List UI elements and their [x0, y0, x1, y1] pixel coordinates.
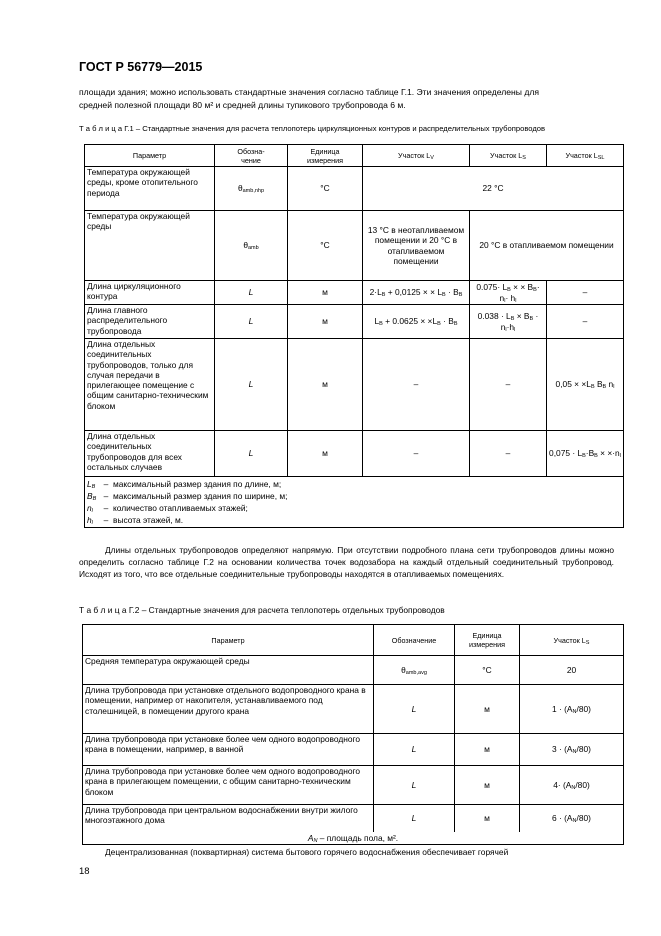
- symbol-cell: L: [215, 339, 288, 431]
- merged-value-cell: 22 °C: [363, 167, 624, 211]
- unit-cell: °C: [288, 211, 363, 281]
- ls-cell: $6 \cdot (A_N/80)$: [520, 805, 624, 832]
- param-cell: Длина трубопровода при установке более чем одного водопроводного крана в прилегающем помещении, с общим санитарно-техническим блоком: [83, 766, 374, 805]
- table-row: [83, 656, 624, 685]
- note-item: $h_l$ – высота этажей, м.: [87, 515, 184, 526]
- symbol-cell: $\theta_{amb,nhp}$: [215, 167, 288, 211]
- note-item: $B_B$ – максимальный размер здания по ширине, м;: [87, 491, 288, 502]
- intro-line-2: средней полезной площади 80 м² и средней длины тупикового трубопровода 6 м.: [79, 100, 406, 110]
- param-cell: Длина трубопровода при установке более чем одного водопроводного крана в помещении, например, в ванной: [83, 734, 374, 766]
- ls-cell: $0.075\cdot L_B$ × × $B_B\cdot n_l\cdot h_l$: [470, 281, 547, 305]
- note-item: $n_l$ – количество отапливаемых этажей;: [87, 503, 248, 514]
- document-header: ГОСТ Р 56779—2015: [79, 60, 203, 74]
- param-cell: Температура окружающей среды: [85, 211, 215, 281]
- unit-cell: м: [455, 766, 520, 805]
- header-symbol: Обозначение: [374, 625, 455, 656]
- symbol-cell: L: [215, 281, 288, 305]
- param-cell: Длина трубопровода при установке отдельного водопроводного крана в помещении, например от накопителя, устанавливаемого под столешницей, в помещении другого крана: [83, 685, 374, 734]
- table1-caption: Т а б л и ц а Г.1 – Стандартные значения для расчета теплопотерь циркуляционных контуров и распределительных трубопроводов: [79, 124, 546, 133]
- header-lv: Участок $L_V$: [363, 145, 470, 167]
- lv-cell: 13 °C в неотапливаемом помещении и 20 °C в отапливаемом помещении: [363, 211, 470, 281]
- lv-cell: $L_B + 0.0625 \times \times L_B \cdot B_B$: [363, 305, 470, 339]
- ls-cell: $0.038 \cdot L_B \times B_B \cdot n_l\cdot h_l$: [470, 305, 547, 339]
- notes-row: [85, 477, 624, 528]
- ls-cell: 20: [520, 656, 624, 685]
- unit-cell: °C: [455, 656, 520, 685]
- ls-cell: –: [470, 431, 547, 477]
- lv-cell: –: [363, 431, 470, 477]
- table-row: [85, 339, 624, 431]
- header-param: Параметр: [85, 145, 215, 167]
- unit-cell: м: [288, 431, 363, 477]
- lv-cell: $2\cdot L_B + 0,0125$ × × $L_B \cdot B_B$: [363, 281, 470, 305]
- symbol-cell: L: [215, 431, 288, 477]
- note-item: $L_B$ – максимальный размер здания по длине, м;: [87, 479, 282, 490]
- symbol-cell: L: [374, 766, 455, 805]
- table-row: [83, 766, 624, 805]
- header-unit: Единица измерения: [288, 145, 363, 167]
- symbol-cell: L: [374, 734, 455, 766]
- ls-cell: –: [470, 339, 547, 431]
- header-symbol: Обозна- чение: [215, 145, 288, 167]
- param-cell: Длина главного распределительного трубопровода: [85, 305, 215, 339]
- note-symbol: $n_l$: [87, 503, 93, 514]
- param-cell: Длина трубопровода при центральном водоснабжении внутри жилого многоэтажного дома: [83, 805, 374, 832]
- lsl-cell: $0,05 \times \times L_B$ $B_B$ $n_l$: [547, 339, 624, 431]
- note-symbol: $h_l$: [87, 515, 93, 526]
- unit-cell: м: [455, 805, 520, 832]
- table-header-row: [83, 625, 624, 656]
- header-unit: Единица измерения: [455, 625, 520, 656]
- symbol-cell: L: [374, 805, 455, 832]
- symbol-cell: L: [374, 685, 455, 734]
- table-row: [85, 431, 624, 477]
- body-paragraph-2: Децентрализованная (поквартирная) система бытового горячего водоснабжения обеспечивает горячей: [105, 847, 509, 857]
- unit-cell: м: [288, 281, 363, 305]
- param-cell: Температура окружающей среды, кроме отопительного периода: [85, 167, 215, 211]
- notes-row: [83, 832, 624, 845]
- table2-caption: Т а б л и ц а Г.2 – Стандартные значения для расчета теплопотерь отдельных трубопроводов: [79, 605, 445, 615]
- header-param: Параметр: [83, 625, 374, 656]
- body-paragraph: Длины отдельных трубопроводов определяют напрямую. При отсутствии подробного плана сети трубопроводов длины можно определить согласно таблице Г.2 на основании количества точек водозабора на каждый отдельный соединительный трубопровод. Исходят из того, что все отдельные соединительные трубопроводы находятся в отапливаемых помещениях.: [79, 545, 614, 580]
- header-lsl: Участок $L_{SL}$: [547, 145, 624, 167]
- header-ls: Участок $L_S$: [520, 625, 624, 656]
- table-row: [83, 734, 624, 766]
- table-notes: [85, 477, 624, 528]
- lsl-cell: –: [547, 305, 624, 339]
- lv-cell: –: [363, 339, 470, 431]
- table-g2: [82, 624, 624, 845]
- unit-cell: м: [455, 734, 520, 766]
- note-symbol: $L_B$: [87, 479, 96, 490]
- unit-cell: м: [288, 305, 363, 339]
- unit-cell: °C: [288, 167, 363, 211]
- param-cell: Длина отдельных соединительных трубопроводов, только для случая передачи в прилегающее помещение с общим санитарно-техническим блоком: [85, 339, 215, 431]
- unit-cell: м: [455, 685, 520, 734]
- table-row: [85, 305, 624, 339]
- lsl-cell: $0,075 \cdot L_B\cdot B_B \times \times\cdot n_l$: [547, 431, 624, 477]
- param-cell: Длина циркуляционного контура: [85, 281, 215, 305]
- ls-cell: $1 \cdot (A_N/80)$: [520, 685, 624, 734]
- param-cell: Средняя температура окружающей среды: [83, 656, 374, 685]
- symbol-cell: $\theta_{amb,avg}$: [374, 656, 455, 685]
- symbol-cell: $\theta_{amb}$: [215, 211, 288, 281]
- header-ls: Участок $L_S$: [470, 145, 547, 167]
- table-row: [85, 211, 624, 281]
- page-number: 18: [79, 866, 90, 877]
- table-row: [83, 685, 624, 734]
- table-header-row: [85, 145, 624, 167]
- unit-cell: м: [288, 339, 363, 431]
- note-symbol: $B_B$: [87, 491, 97, 502]
- ls-cell: $4\cdot (A_N/80)$: [520, 766, 624, 805]
- merged-value-cell: 20 °C в отапливаемом помещении: [470, 211, 624, 281]
- table-g1: [84, 144, 624, 528]
- intro-line-1: площади здания; можно использовать стандартные значения согласно таблице Г.1. Эти значения определены для: [79, 87, 540, 97]
- table-row: [85, 281, 624, 305]
- lsl-cell: –: [547, 281, 624, 305]
- table-row: [85, 167, 624, 211]
- symbol-cell: L: [215, 305, 288, 339]
- table-row: [83, 805, 624, 832]
- param-cell: Длина отдельных соединительных трубопроводов для всех остальных случаев: [85, 431, 215, 477]
- ls-cell: $3 \cdot (A_N/80)$: [520, 734, 624, 766]
- intro-text: [79, 86, 616, 112]
- table-note: $A_N$ – площадь пола, м².: [83, 832, 624, 845]
